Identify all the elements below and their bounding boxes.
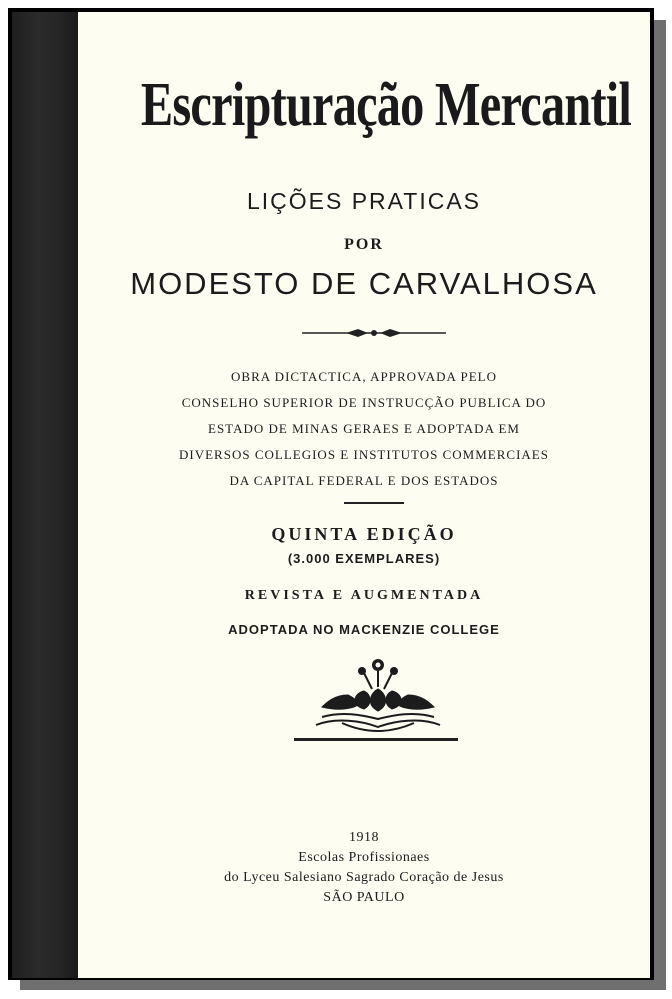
description-line: ESTADO DE MINAS GERAES E ADOPTADA EM [208,421,520,436]
ornamental-divider [300,326,448,340]
author-name: MODESTO DE CARVALHOSA [130,266,598,301]
publication-year: 1918 [349,830,379,845]
book-subtitle: LIÇÕES PRATICAS [246,188,482,214]
short-divider [344,502,404,504]
by-label: POR [344,236,384,253]
adopted-label: ADOPTADA NO MACKENZIE COLLEGE [228,622,500,637]
description-line: DIVERSOS COLLEGIOS E INSTITUTOS COMMERCIAES [179,447,549,462]
book-title: Escripturação Mercantil [140,71,632,139]
book-spine [12,12,78,978]
publisher-line: do Lyceu Salesiano Sagrado Coração de Jesus [224,870,504,885]
description-line: DA CAPITAL FEDERAL E DOS ESTADOS [229,473,499,488]
description-line: CONSELHO SUPERIOR DE INSTRUCÇÃO PUBLICA DO [181,395,547,410]
edition-label: QUINTA EDIÇÃO [271,524,457,544]
description-block [78,364,650,494]
copies-label: (3.000 EXEMPLARES) [287,551,441,566]
description-line: OBRA DICTACTICA, APPROVADA PELO [231,369,497,384]
revised-label: REVISTA E AUGMENTADA [244,588,484,603]
thick-divider [294,738,458,741]
publication-block [78,828,650,908]
lotus-flower-ornament [312,655,444,735]
publisher-city: SÃO PAULO [323,890,405,905]
publisher-line: Escolas Profissionaes [298,850,430,865]
